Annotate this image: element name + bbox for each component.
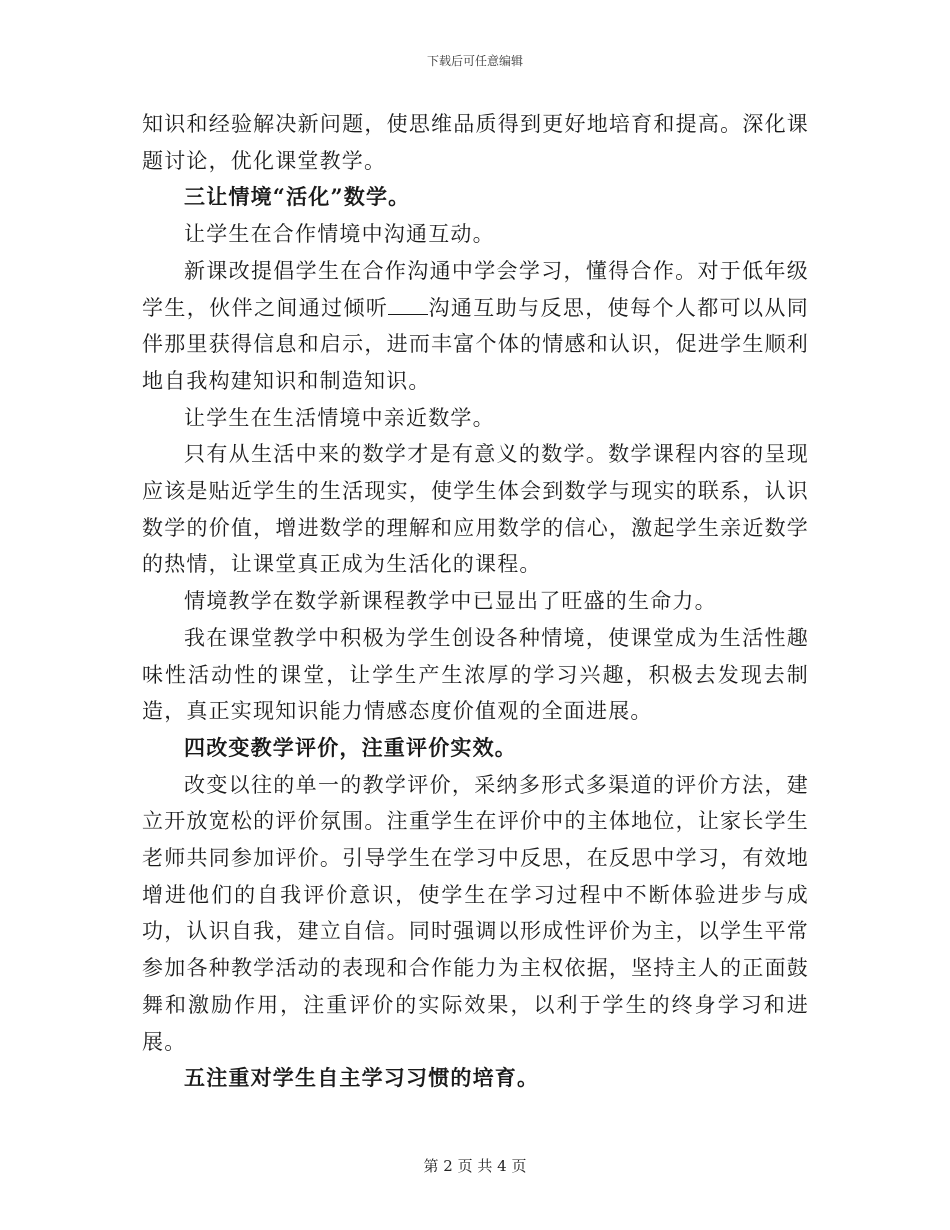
paragraph-8: 改变以往的单一的教学评价，采纳多形式多渠道的评价方法，建立开放宽松的评价氛围。注重学生在评价中的主体地位，让家长学生老师共同参加评价。引导学生在学习中反思，在反思中学习，有效地增进他们的自我评价意识，使学生在学习过程中不断体验进步与成功，认识自我，建立自信。同时强调以形成性评价为主，以学生平常参加各种教学活动的表现和合作能力为主权依据，坚持主人的正面鼓舞和激励作用，注重评价的实际效果，以利于学生的终身学习和进展。 bbox=[142, 772, 809, 1054]
paragraph-2: 让学生在合作情境中沟通互动。 bbox=[184, 222, 495, 247]
paragraph-1: 知识和经验解决新问题，使思维品质得到更好地培育和提高。深化课题讨论，优化课堂教学。 bbox=[142, 112, 809, 173]
paragraph-3-part-1: 新课改提倡学生在合作沟通中学会学习，懂得合作。对于低年级学生，伙伴之间通过倾听 bbox=[142, 258, 809, 320]
section-heading-5: 五注重对学生自主学习习惯的培育。 bbox=[184, 1065, 540, 1091]
section-heading-3: 三让情境“活化”数学。 bbox=[184, 184, 411, 210]
paragraph-3-part-2: 沟通互助与反思，使每个人都可以从同伴那里获得信息和启示，进而丰富个体的情感和认识，促进学生顺利地自我构建知识和制造知识。 bbox=[142, 295, 809, 393]
paragraph-6: 情境教学在数学新课程教学中已显出了旺盛的生命力。 bbox=[184, 589, 717, 614]
paragraph-5: 只有从生活中来的数学才是有意义的数学。数学课程内容的呈现应该是贴近学生的生活现实，使学生体会到数学与现实的联系，认识数学的价值，增进数学的理解和应用数学的信心，激起学生亲近数学的热情，让课堂真正成为生活化的课程。 bbox=[142, 442, 809, 577]
paragraph-4: 让学生在生活情境中亲近数学。 bbox=[184, 405, 495, 430]
document-body bbox=[142, 106, 809, 1097]
paragraph-3 bbox=[142, 253, 809, 400]
page-header: 下载后可任意编辑 bbox=[426, 54, 523, 68]
paragraph-7: 我在课堂教学中积极为学生创设各种情境，使课堂成为生活性趣味性活动性的课堂，让学生产生浓厚的学习兴趣，积极去发现去制造，真正实现知识能力情感态度价值观的全面进展。 bbox=[142, 625, 809, 724]
page-footer: 第 2 页 共 4 页 bbox=[423, 1157, 527, 1175]
fill-blank bbox=[388, 296, 428, 315]
section-heading-4: 四改变教学评价，注重评价实效。 bbox=[184, 734, 517, 760]
